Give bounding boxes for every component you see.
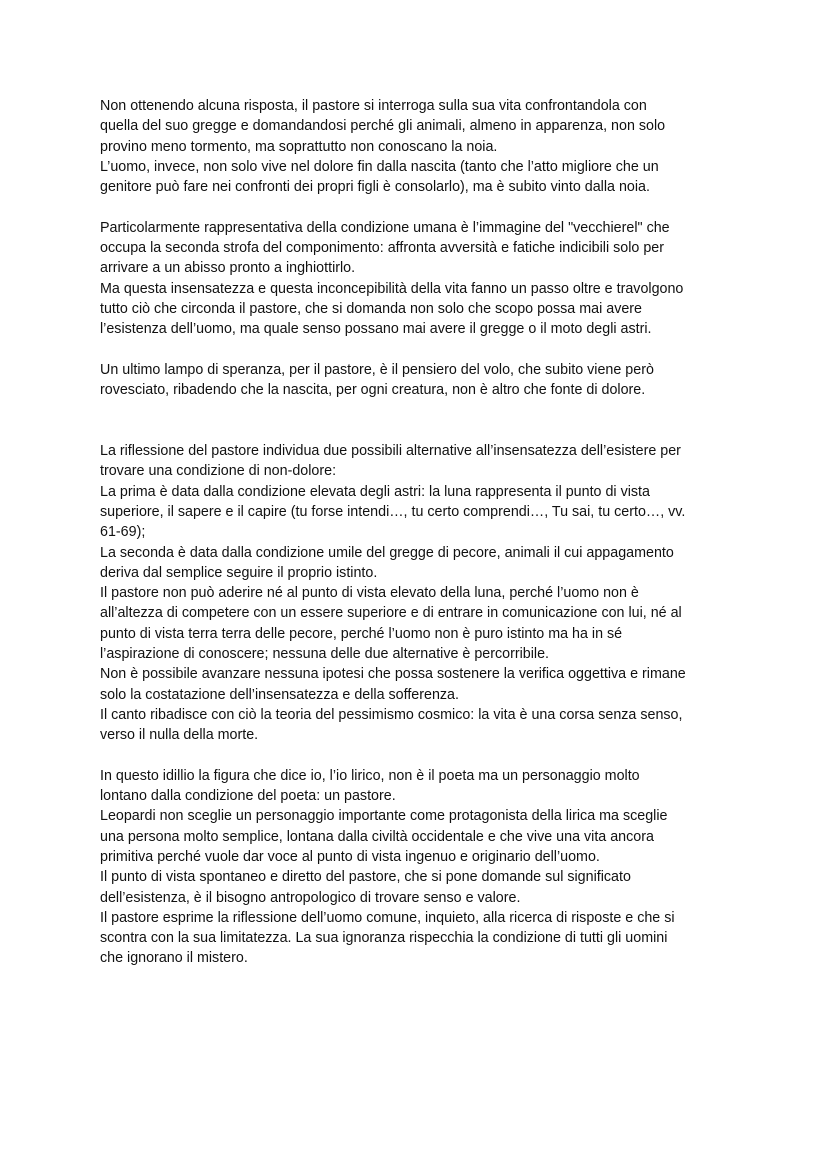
paragraph (100, 705, 732, 746)
text-line: Il pastore non può aderire né al punto di vista elevato della luna, perché l’uomo non è (100, 585, 639, 602)
text-line: primitiva perché vuole dar voce al punto di vista ingenuo e originario dell’uomo. (100, 848, 600, 865)
text-line: quella del suo gregge e domandandosi perché gli animali, almeno in apparenza, non solo (100, 118, 666, 135)
section-4 (100, 441, 732, 745)
text-line: scontra con la sua limitatezza. La sua ignoranza rispecchia la condizione di tutti gli uomini (100, 930, 668, 947)
text-line: verso il nulla della morte. (100, 727, 259, 744)
text-line: superiore, il sapere e il capire (tu forse intendi…, tu certo comprendi…, Tu sai, tu certo…, vv. (100, 503, 686, 520)
text-line: trovare una condizione di non-dolore: (100, 463, 337, 480)
text-line: occupa la seconda strofa del componimento: affronta avversità e fatiche indicibili solo per (100, 240, 664, 257)
paragraph-spacer (100, 746, 732, 766)
text-line: Non ottenendo alcuna risposta, il pastore si interroga sulla sua vita confrontandola con (100, 98, 647, 114)
text-line: 61-69); (100, 524, 146, 541)
text-line: una persona molto semplice, lontana dalla civiltà occidentale e che vive una vita ancora (100, 828, 654, 845)
section-3 (100, 360, 732, 401)
text-line: Particolarmente rappresentativa della condizione umana è l’immagine del "vecchierel" che (100, 219, 670, 236)
text-line: La prima è data dalla condizione elevata degli astri: la luna rappresenta il punto di vista (100, 483, 650, 500)
paragraph (100, 218, 732, 279)
text-line: Ma questa insensatezza e questa inconcepibilità della vita fanno un passo oltre e travolgono (100, 280, 684, 297)
text-line: solo la costatazione dell’insensatezza e della sofferenza. (100, 686, 459, 703)
text-line: Leopardi non sceglie un personaggio importante come protagonista della lirica ma sceglie (100, 808, 668, 825)
section-5 (100, 766, 732, 969)
paragraph (100, 583, 732, 664)
text-line: all’altezza di competere con un essere superiore e di entrare in comunicazione con lui, né al (100, 605, 682, 622)
paragraph (100, 279, 732, 340)
paragraph (100, 664, 732, 705)
text-line: arrivare a un abisso pronto a inghiottirlo. (100, 260, 356, 277)
text-line: La riflessione del pastore individua due possibili alternative all’insensatezza dell’esistere per (100, 443, 681, 460)
text-line: lontano dalla condizione del poeta: un pastore. (100, 788, 396, 805)
text-line: Un ultimo lampo di speranza, per il pastore, è il pensiero del volo, che subito viene però (100, 361, 654, 378)
paragraph (100, 543, 732, 584)
text-line: l’esistenza dell’uomo, ma quale senso possano mai avere il gregge o il moto degli astri. (100, 321, 652, 338)
text-line: genitore può fare nei confronti dei propri figli è consolarlo), ma è subito vinto dalla noia. (100, 179, 650, 196)
paragraph (100, 441, 732, 482)
paragraph (100, 96, 732, 157)
text-line: deriva dal semplice seguire il proprio istinto. (100, 564, 378, 581)
text-line: Il punto di vista spontaneo e diretto del pastore, che si pone domande sul significato (100, 869, 631, 886)
paragraph (100, 157, 732, 198)
text-line: dell’esistenza, è il bisogno antropologico di trovare senso e valore. (100, 889, 521, 906)
section-2 (100, 218, 732, 340)
text-line: Il canto ribadisce con ciò la teoria del pessimismo cosmico: la vita è una corsa senza senso, (100, 706, 683, 723)
text-line: tutto ciò che circonda il pastore, che si domanda non solo che scopo possa mai avere (100, 300, 643, 317)
paragraph-spacer (100, 340, 732, 360)
text-line: La seconda è data dalla condizione umile del gregge di pecore, animali il cui appagamento (100, 544, 674, 561)
text-line: che ignorano il mistero. (100, 950, 248, 967)
text-line: Il pastore esprime la riflessione dell’uomo comune, inquieto, alla ricerca di risposte e che si (100, 909, 675, 926)
paragraph (100, 806, 732, 867)
text-line: Non è possibile avanzare nessuna ipotesi che possa sostenere la verifica oggettiva e rimane (100, 666, 686, 683)
paragraph (100, 360, 732, 401)
paragraph (100, 867, 732, 908)
text-line: provino meno tormento, ma soprattutto non conoscano la noia. (100, 138, 498, 155)
section-1 (100, 96, 732, 197)
text-line: rovesciato, ribadendo che la nascita, per ogni creatura, non è altro che fonte di dolore. (100, 382, 646, 399)
paragraph (100, 766, 732, 807)
document-page (100, 96, 732, 969)
paragraph-spacer (100, 197, 732, 217)
paragraph (100, 908, 732, 969)
paragraph (100, 482, 732, 543)
paragraph-spacer (100, 400, 732, 441)
text-line: L’uomo, invece, non solo vive nel dolore fin dalla nascita (tanto che l’atto migliore che un (100, 158, 659, 175)
text-line: l’aspirazione di conoscere; nessuna delle due alternative è percorribile. (100, 646, 550, 663)
text-line: In questo idillio la figura che dice io, l’io lirico, non è il poeta ma un personaggio molto (100, 767, 640, 784)
text-line: punto di vista terra terra delle pecore, perché l’uomo non è puro istinto ma ha in sé (100, 625, 623, 642)
